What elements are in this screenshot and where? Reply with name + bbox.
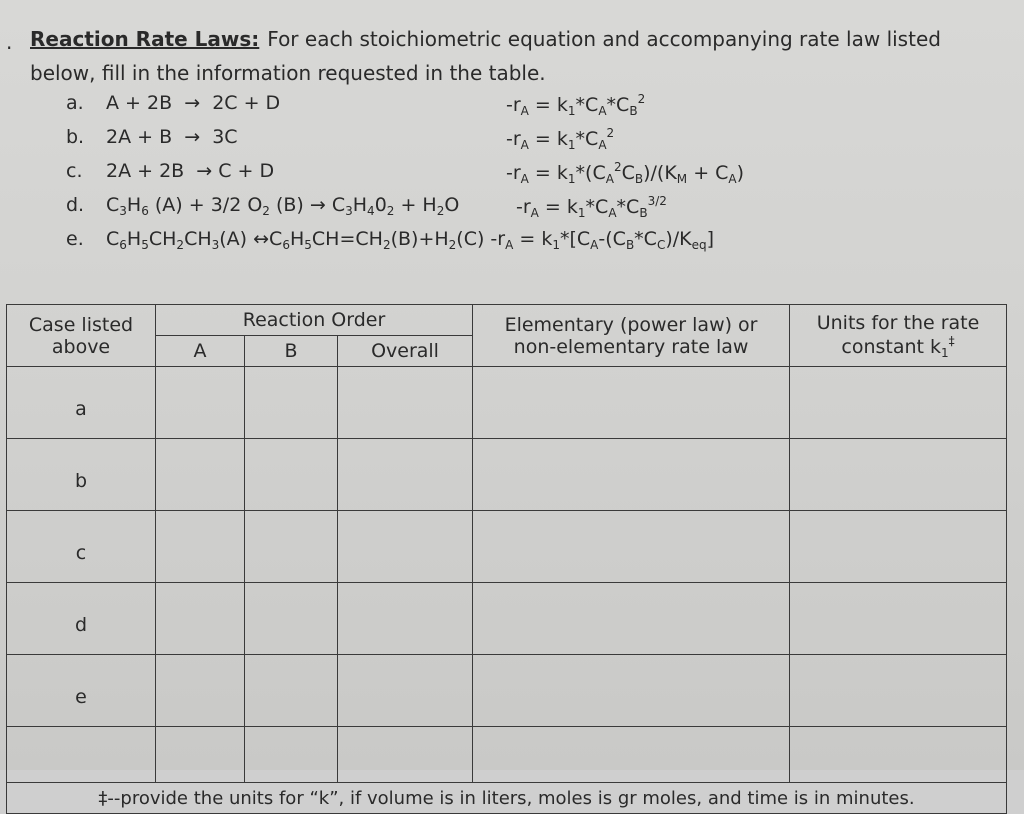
- table-row: [7, 439, 1007, 511]
- bullet: .: [6, 30, 13, 54]
- case-label: b: [7, 439, 156, 511]
- equation-row-a: [66, 92, 1006, 124]
- elementary-cell[interactable]: [473, 727, 790, 783]
- equation-letter: d.: [66, 194, 85, 216]
- order-overall-cell[interactable]: [338, 727, 473, 783]
- header-units-line2: constant $k_1^\ddagger$: [841, 333, 955, 360]
- order-b-cell[interactable]: [245, 367, 338, 439]
- order-overall-cell[interactable]: [338, 583, 473, 655]
- header-case-line1: Case listed: [28, 313, 134, 336]
- header-case-line2: above: [51, 335, 111, 358]
- answer-table: [6, 304, 1007, 814]
- header-units-line1: Units for the rate: [816, 311, 980, 334]
- units-cell[interactable]: [790, 583, 1007, 655]
- order-a-cell[interactable]: [156, 655, 245, 727]
- equation-row-c: [66, 160, 1006, 192]
- units-cell[interactable]: [790, 727, 1007, 783]
- reaction-equation: 2A + 2B → C + D: [106, 160, 275, 182]
- rate-law: $-r_A = k_1*(C_A^2C_B)/(K_M + C_A)$: [506, 160, 745, 186]
- order-overall-cell[interactable]: [338, 511, 473, 583]
- elementary-cell[interactable]: [473, 583, 790, 655]
- order-a-cell[interactable]: [156, 583, 245, 655]
- elementary-cell[interactable]: [473, 655, 790, 727]
- header-elementary: [473, 305, 790, 367]
- units-cell[interactable]: [790, 655, 1007, 727]
- intro-paragraph: [30, 22, 1010, 90]
- order-a-cell[interactable]: [156, 511, 245, 583]
- reaction-equation: $C_3H_6$ (A) + 3/2 $O_2$ $(B) \to C_3H_40_2 + H_2O$: [106, 194, 460, 218]
- order-b-cell[interactable]: [245, 511, 338, 583]
- table-row: [7, 367, 1007, 439]
- case-label: d: [7, 583, 156, 655]
- equation-row-d: [66, 194, 1006, 226]
- table-row: [7, 511, 1007, 583]
- rate-law: $-r_A = k_1*C_A^2$: [506, 126, 615, 152]
- order-a-cell[interactable]: [156, 439, 245, 511]
- case-label-blank: [7, 727, 156, 783]
- equation-letter: b.: [66, 126, 85, 148]
- header-units-text: constant k: [841, 335, 942, 358]
- header-elementary-line2: non-elementary rate law: [513, 335, 749, 358]
- rate-law: $-r_A = k_1*C_A*C_B^{3/2}$: [516, 194, 667, 220]
- units-cell[interactable]: [790, 367, 1007, 439]
- order-overall-cell[interactable]: [338, 439, 473, 511]
- header-units: [790, 305, 1007, 367]
- order-b-cell[interactable]: [245, 727, 338, 783]
- subheader-a: A: [156, 336, 245, 367]
- elementary-cell[interactable]: [473, 511, 790, 583]
- subheader-overall: Overall: [338, 336, 473, 367]
- case-label: e: [7, 655, 156, 727]
- reaction-equation: $C_6H_5CH_2CH_3(A)$ $\leftrightarrow C_6H_5CH=CH_2(B)+H_2(C) -r_A = k_1*[C_A-(C_B*C_C)/K_{eq}]$: [106, 228, 715, 252]
- section-heading: Reaction Rate Laws:: [30, 27, 260, 51]
- elementary-cell[interactable]: [473, 367, 790, 439]
- elementary-cell[interactable]: [473, 439, 790, 511]
- table-row: [7, 583, 1007, 655]
- order-overall-cell[interactable]: [338, 655, 473, 727]
- order-b-cell[interactable]: [245, 655, 338, 727]
- footnote: ‡--provide the units for “k”, if volume is in liters, moles is gr moles, and time is in minutes.: [7, 783, 1007, 814]
- table-row: [7, 655, 1007, 727]
- rate-law: $-r_A = k_1*C_A*C_B^2$: [506, 92, 646, 118]
- header-reaction-order: Reaction Order: [156, 305, 473, 336]
- order-overall-cell[interactable]: [338, 367, 473, 439]
- equation-letter: c.: [66, 160, 83, 182]
- equation-row-b: [66, 126, 1006, 158]
- intro-text: For each stoichiometric equation and accompanying rate law listed below, fill in the information requested in the table.: [30, 27, 941, 85]
- reaction-equation: A + 2B → 2C + D: [106, 92, 281, 114]
- order-b-cell[interactable]: [245, 583, 338, 655]
- case-label: c: [7, 511, 156, 583]
- table-row-blank: [7, 727, 1007, 783]
- units-cell[interactable]: [790, 439, 1007, 511]
- header-case: [7, 305, 156, 367]
- equation-row-e: [66, 228, 1006, 260]
- subheader-b: B: [245, 336, 338, 367]
- order-b-cell[interactable]: [245, 439, 338, 511]
- case-label: a: [7, 367, 156, 439]
- order-a-cell[interactable]: [156, 727, 245, 783]
- units-cell[interactable]: [790, 511, 1007, 583]
- reaction-equation: 2A + B → 3C: [106, 126, 238, 148]
- header-elementary-line1: Elementary (power law) or: [504, 313, 758, 336]
- equation-letter: e.: [66, 228, 84, 250]
- equation-letter: a.: [66, 92, 84, 114]
- order-a-cell[interactable]: [156, 367, 245, 439]
